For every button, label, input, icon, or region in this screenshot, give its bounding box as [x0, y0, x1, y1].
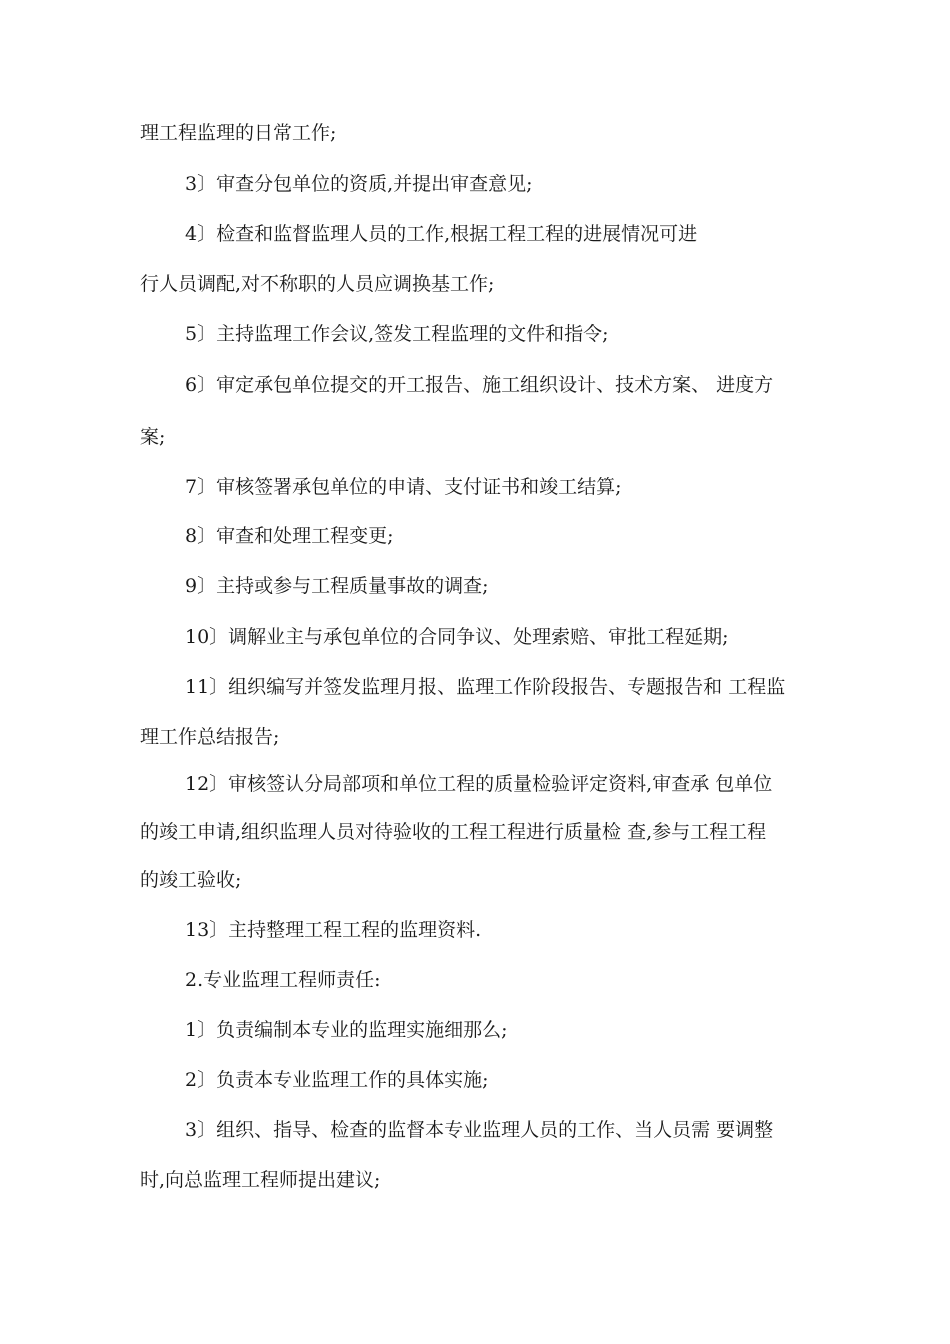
text-line: 的竣工申请,组织监理人员对待验收的工程工程进行质量检 查,参与工程工程	[140, 821, 767, 843]
text-line: 的竣工验收;	[140, 869, 242, 891]
text-line: 2〕负责本专业监理工作的具体实施;	[185, 1069, 489, 1091]
text-line: 3〕组织、指导、检查的监督本专业监理人员的工作、当人员需 要调整	[185, 1119, 774, 1141]
text-line: 12〕审核签认分局部项和单位工程的质量检验评定资料,审查承 包单位	[185, 773, 773, 795]
text-line: 理工程监理的日常工作;	[140, 122, 337, 144]
text-line: 11〕组织编写并签发监理月报、监理工作阶段报告、专题报告和 工程监	[185, 676, 786, 698]
text-line: 6〕审定承包单位提交的开工报告、施工组织设计、技术方案、 进度方	[185, 374, 774, 396]
text-line: 时,向总监理工程师提出建议;	[140, 1169, 381, 1191]
text-line: 1〕负责编制本专业的监理实施细那么;	[185, 1019, 508, 1041]
text-line: 13〕主持整理工程工程的监理资料.	[185, 919, 482, 941]
text-line: 7〕审核签署承包单位的申请、支付证书和竣工结算;	[185, 476, 622, 498]
text-line: 5〕主持监理工作会议,签发工程监理的文件和指令;	[185, 323, 609, 345]
text-line: 4〕检查和监督监理人员的工作,根据工程工程的进展情况可进	[185, 223, 698, 245]
text-line: 10〕调解业主与承包单位的合同争议、处理索赔、审批工程延期;	[185, 626, 729, 648]
text-line: 2.专业监理工程师责任:	[185, 969, 381, 991]
text-line: 3〕审查分包单位的资质,并提出审查意见;	[185, 173, 533, 195]
text-line: 案;	[140, 426, 166, 448]
text-line: 理工作总结报告;	[140, 726, 280, 748]
text-line: 行人员调配,对不称职的人员应调换基工作;	[140, 273, 495, 295]
text-line: 9〕主持或参与工程质量事故的调查;	[185, 575, 489, 597]
text-line: 8〕审查和处理工程变更;	[185, 525, 394, 547]
